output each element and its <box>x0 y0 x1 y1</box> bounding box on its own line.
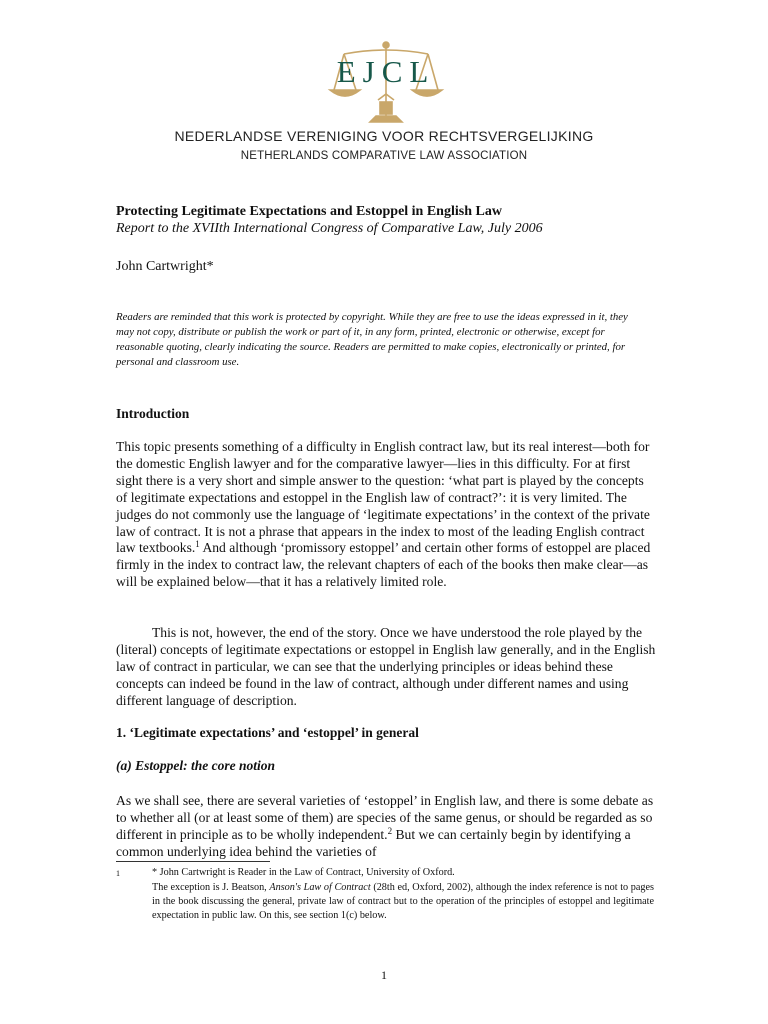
introduction-heading: Introduction <box>116 406 190 421</box>
ejcl-logo <box>326 40 446 126</box>
cited-book-title: Anson's Law of Contract <box>269 882 371 893</box>
paragraph-text: And although ‘promissory estoppel’ and certain other forms of estoppel are placed firmly in the index to contract law, the relevant chapters of each of the books then make clear—as will be explained below—that it has a relatively limited role. <box>116 540 651 590</box>
footnote-text: * John Cartwright is Reader in the Law of Contract, University of Oxford. <box>152 867 455 878</box>
footnote-author <box>116 866 654 881</box>
paragraph-text: This topic presents something of a difficulty in English contract law, but its real interest—both for the domestic English lawyer and for the comparative lawyer—lies in this difficulty. For at first sight there is a very short and simple answer to the question: ‘what part is played by the concepts of legitimate expectations and estoppel in the English law of contract?’: it is very limited. The judges do not commonly use the language of ‘legitimate expectations’ in the context of the private law of contract. It is not a phrase that appears in the index to most of the leading English contract law textbooks. <box>116 439 650 556</box>
organization-name-english: NETHERLANDS COMPARATIVE LAW ASSOCIATION <box>240 150 528 162</box>
section-1-heading: 1. ‘Legitimate expectations’ and ‘estoppel’ in general <box>116 725 419 740</box>
footnote-mark: 1 <box>116 869 120 878</box>
logo-text: EJCL <box>336 54 436 89</box>
article-subtitle: Report to the XVIIth International Congress of Comparative Law, July 2006 <box>116 221 543 236</box>
introduction-paragraph-2: This is not, however, the end of the story. Once we have understood the role played by the (literal) concepts of legitimate expectations or estoppel in English law generally, and in the English law of contract in particular, we can see that the underlying principles or ideas behind these concepts can indeed be found in the law of contract, although under different names and using different language of description. <box>116 625 656 708</box>
footnote-reference[interactable]: 1 <box>195 539 200 550</box>
organization-name-dutch: NEDERLANDSE VERENIGING VOOR RECHTSVERGELIJKING <box>174 128 594 144</box>
footnote-text <box>152 881 654 923</box>
footnote-mark <box>116 881 152 923</box>
copyright-notice: Readers are reminded that this work is protected by copyright. While they are free to use the ideas expressed in it, they may not copy, distribute or publish the work or part of it, in any form, printed, electronic or otherwise, except for reasonable quoting, clearly indicating the source. Readers are permitted to make copies, electronically or printed, for personal and classroom use. <box>116 311 628 368</box>
paragraph-text: But we can certainly begin by identifying a common underlying idea behind the varieties of <box>116 826 631 859</box>
article-author: John Cartwright* <box>116 259 214 274</box>
footnote-reference[interactable]: 2 <box>387 825 393 836</box>
section-1a-paragraph <box>116 793 656 861</box>
article-title: Protecting Legitimate Expectations and Estoppel in English Law <box>116 204 502 219</box>
footnote-text-part: The exception is J. Beatson, <box>152 882 270 893</box>
footnote-1 <box>116 881 654 923</box>
footnote-text-part: (28th ed, Oxford, 2002), although the index reference is not to pages in the book discussing the general, private law of contract but to the operation of the principles of estoppel and legitimate expectation in public law. On this, see section 1(c) below. <box>152 882 654 921</box>
introduction-paragraph-1 <box>116 439 656 591</box>
paragraph-text: As we shall see, there are several varieties of ‘estoppel’ in English law, and there is some debate as to whether all (or at least some of them) are species of the same genus, or should be regarded as so different in principle as to be wholly independent. <box>116 793 654 842</box>
footnotes <box>116 866 654 923</box>
page-number: 1 <box>381 968 387 982</box>
footnote-separator <box>116 861 270 862</box>
section-1a-heading: (a) Estoppel: the core notion <box>116 758 275 773</box>
